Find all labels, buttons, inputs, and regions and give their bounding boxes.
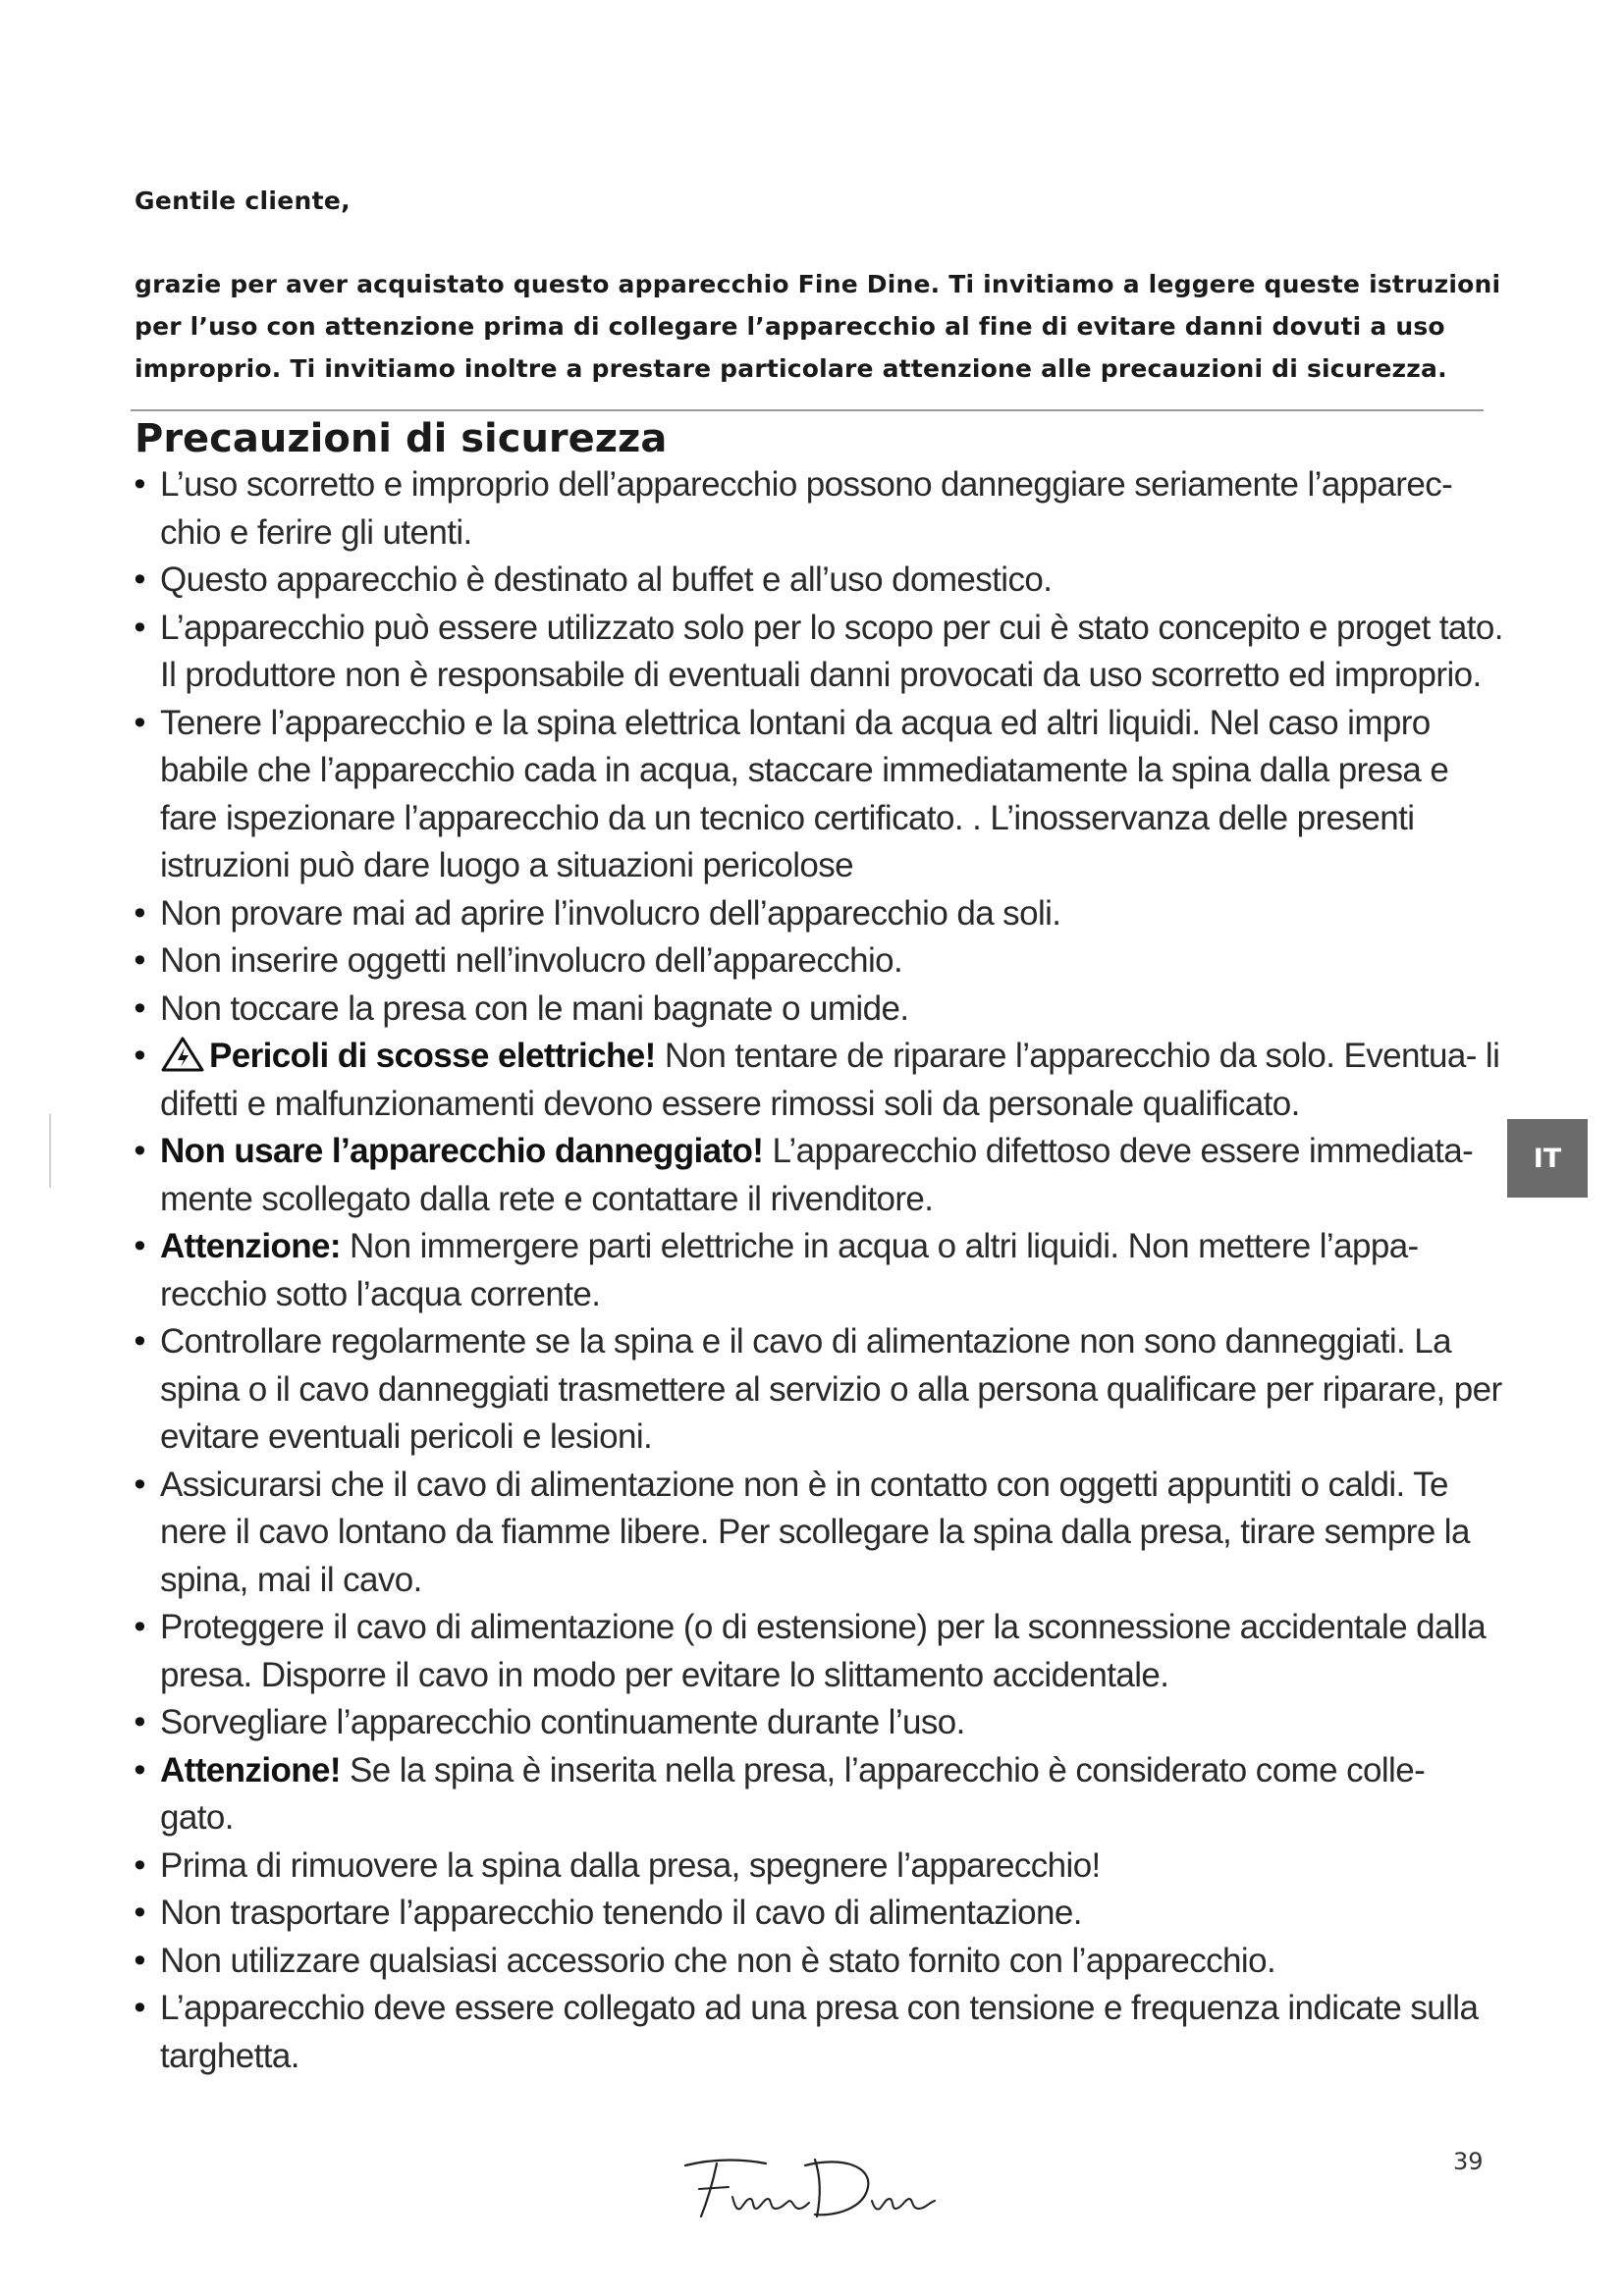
list-item: • Non usare l’apparecchio danneggiato! L’apparecchio difettoso deve essere immediata- mente scollegato dalla rete e contattare il rivenditore. xyxy=(131,1128,1505,1223)
list-item: • Non inserire oggetti nell’involucro dell’apparecchio. xyxy=(131,937,1505,986)
list-item: • Non utilizzare qualsiasi accessorio che non è stato fornito con l’apparecchio. xyxy=(131,1938,1505,1986)
list-item: • Prima di rimuovere la spina dalla presa, spegnere l’apparecchio! xyxy=(131,1842,1505,1891)
list-item: • L’apparecchio deve essere collegato ad una presa con tensione e frequenza indicate sulla targhetta. xyxy=(131,1985,1505,2080)
margin-mark xyxy=(49,1114,51,1188)
list-item: • Questo apparecchio è destinato al buffet e all’uso domestico. xyxy=(131,557,1505,605)
greeting: Gentile cliente, xyxy=(135,187,351,215)
list-item: • Proteggere il cavo di alimentazione (o di estensione) per la sconnessione accidentale dalla presa. Disporre il cavo in modo per evitare lo slittamento accidentale. xyxy=(131,1604,1505,1699)
language-tab: IT xyxy=(1507,1119,1588,1198)
fine-dine-logo xyxy=(677,2148,943,2226)
electric-hazard-icon xyxy=(160,1036,205,1073)
warning-lead: Pericoli di scosse elettriche! xyxy=(209,1037,656,1075)
list-item: • Controllare regolarmente se la spina e il cavo di alimentazione non sono danneggiati. La spina o il cavo danneggiati trasmettere al servizio o alla persona qualificare per riparare, per evitare eventuali pericoli e lesioni. xyxy=(131,1318,1505,1462)
intro-paragraph: grazie per aver acquistato questo apparecchio Fine Dine. Ti invitiamo a leggere queste istruzioni per l’uso con attenzione prima di collegare l’apparecchio al fine di evitare danni dovuti a uso improprio. Ti invitiamo inoltre a prestare particolare attenzione alle precauzioni di sicurezza. xyxy=(135,270,1501,383)
list-item: • L’apparecchio può essere utilizzato solo per lo scopo per cui è stato concepito e proget tato. Il produttore non è responsabile di eventuali danni provocati da uso scorretto ed improprio. xyxy=(131,605,1505,700)
list-item: • Assicurarsi che il cavo di alimentazione non è in contatto con oggetti appuntiti o caldi. Te nere il cavo lontano da fiamme libere. Per scollegare la spina dalla presa, tirare sempre la spina, mai il cavo. xyxy=(131,1462,1505,1605)
warning-lead: Non usare l’apparecchio danneggiato! xyxy=(160,1132,764,1170)
warning-lead: Attenzione: xyxy=(160,1227,341,1265)
list-item: • Tenere l’apparecchio e la spina elettrica lontani da acqua ed altri liquidi. Nel caso impro babile che l’apparecchio cada in acqua, staccare immediatamente la spina dalla presa e fare ispezionare l’apparecchio da un tecnico certificato. . L’inosservanza delle presenti istruzioni può dare luogo a situazioni pericolose xyxy=(131,700,1505,890)
section-title: Precauzioni di sicurezza xyxy=(135,416,668,461)
list-item: • Pericoli di scosse elettriche! Non tentare de riparare l’apparecchio da solo. Eventua- li difetti e malfunzionamenti devono essere rimossi soli da personale qualificato. xyxy=(131,1033,1505,1128)
list-item: • Non trasportare l’apparecchio tenendo il cavo di alimentazione. xyxy=(131,1890,1505,1938)
list-item: • Sorvegliare l’apparecchio continuamente durante l’uso. xyxy=(131,1699,1505,1747)
list-item: • L’uso scorretto e improprio dell’apparecchio possono danneggiare seriamente l’apparec- chio e ferire gli utenti. xyxy=(131,461,1505,557)
page-number: 39 xyxy=(1453,2148,1484,2175)
list-item: • Non toccare la presa con le mani bagnate o umide. xyxy=(131,986,1505,1034)
section-divider xyxy=(131,409,1484,411)
list-item: • Non provare mai ad aprire l’involucro dell’apparecchio da soli. xyxy=(131,890,1505,938)
warning-lead: Attenzione! xyxy=(160,1750,341,1789)
safety-list xyxy=(131,461,1505,2080)
list-item: • Attenzione! Se la spina è inserita nella presa, l’apparecchio è considerato come colle- gato. xyxy=(131,1747,1505,1842)
list-item: • Attenzione: Non immergere parti elettriche in acqua o altri liquidi. Non mettere l’appa- recchio sotto l’acqua corrente. xyxy=(131,1223,1505,1318)
